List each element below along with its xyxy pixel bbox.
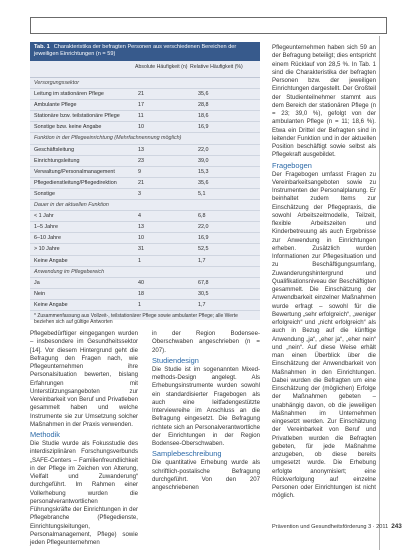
table-cell-relative: 5,1 [198, 190, 206, 197]
table-section-row [30, 133, 260, 144]
data-table [30, 42, 260, 325]
table-cell-absolute: 13 [138, 146, 144, 153]
table-cell-absolute: 40 [138, 279, 144, 286]
header-bar [30, 17, 387, 34]
text-column-1 [30, 330, 138, 546]
table-row [30, 244, 260, 255]
table-row [30, 300, 260, 311]
paragraph: Die Studie ist im sogenannten Mixed-methods-Design angelegt. Als Erhebungsinstrumente wurden sowohl ein standardisierter Fragebogen als auch eine leitfadengestützte Interviewreihe im Anschluss an die Befragung eingesetzt. Die Befragung richtete sich an Personalverantwortliche der Einrichtungen in der Region Bodensee-Oberschwaben. [152, 365, 260, 447]
table-cell-relative: 67,8 [198, 279, 209, 286]
paragraph: Die Studie wurde als Fokusstudie des interdisziplinären Forschungsverbunds „SAFE-Centers – Familienfreundlichkeit in der Pflege im Zeichen von Alterung, Vielfalt und Zuwanderung“ durchgeführt. Im Rahmen einer Vollerhebung wurden die personalverantwortlichen Führungskräfte der Einrichtungen in der Pflegebranche (Pflegedienste, Einrichtungsleitungen, Personalmanagement, Pflege) sowie jeden Pflegeunternehmen [30, 440, 138, 546]
table-header-relative: Relative Häufigkeit (%) [190, 64, 243, 70]
table-cell-absolute: 10 [138, 235, 144, 242]
section-heading-methodik: Methodik [30, 430, 60, 439]
table-cell-label: Pflegedienstleitung/Pflegedirektion [34, 179, 117, 186]
table-cell-relative: 1,7 [198, 301, 206, 308]
table-cell-absolute: 1 [138, 257, 141, 264]
paragraph: in der Region Bodensee-Oberschwaben angeschrieben (n = 207). [152, 330, 260, 354]
table-cell-label: Nein [34, 290, 46, 297]
table-cell-label: Keine Angabe [34, 257, 68, 264]
table-cell-label: Geschäftsleitung [34, 146, 75, 153]
table-cell-relative: 28,8 [198, 102, 209, 109]
table-cell-relative: 39,0 [198, 157, 209, 164]
table-cell-label: Ja [34, 279, 40, 286]
table-cell-relative: 30,5 [198, 290, 209, 297]
table-cell-label: Dauer in der aktuellen Funktion [34, 202, 109, 209]
table-cell-relative: 15,3 [198, 168, 209, 175]
table-cell-label: Ambulante Pflege [34, 102, 77, 109]
table-section-row [30, 200, 260, 211]
table-cell-label: 6–10 Jahre [34, 235, 61, 242]
table-cell-label: Leitung im stationären Pflege [34, 91, 104, 98]
table-cell-absolute: 9 [138, 168, 141, 175]
table-caption-label: Tab. 1 [34, 44, 50, 50]
table-cell-label: Sonstige [34, 190, 55, 197]
table-cell-absolute: 10 [138, 124, 144, 131]
table-cell-label: Einrichtungsleitung [34, 157, 80, 164]
table-body [30, 78, 260, 311]
table-cell-absolute: 11 [138, 113, 144, 120]
table-footnote: * Zusammenfassung aus Vollzeit-, teilstationärer Pflege sowie ambulanter Pflege; alle Werte beziehen sich auf gültige Antworten [34, 312, 238, 325]
table-cell-relative: 6,8 [198, 213, 206, 220]
table-row [30, 233, 260, 244]
table-header-row [30, 61, 260, 78]
table-row [30, 211, 260, 222]
section-heading-fragebogen: Fragebogen [272, 160, 312, 170]
text-column-3 [272, 44, 376, 522]
table-section-row [30, 267, 260, 278]
table-cell-absolute: 13 [138, 224, 144, 231]
table-cell-label: Verwaltung/Personalmanagement [34, 168, 115, 175]
table-cell-absolute: 21 [138, 91, 144, 98]
table-cell-label: Sonstige bzw. keine Angabe [34, 124, 102, 131]
table-cell-label: Anwendung im Pflegebereich [34, 268, 105, 275]
table-cell-absolute: 3 [138, 190, 141, 197]
table-caption [30, 42, 260, 61]
table-row [30, 278, 260, 289]
page-footer [272, 521, 402, 533]
table-cell-label: > 10 Jahre [34, 246, 60, 253]
table-cell-relative: 22,0 [198, 146, 209, 153]
table-cell-label: Funktion in der Pflegeeinrichtung (Mehrfachnennung möglich) [34, 135, 182, 142]
table-row [30, 156, 260, 167]
section-heading-samplebeschreibung: Samplebeschreibung [152, 449, 222, 459]
table-cell-label: Versorgungssektor [34, 80, 80, 86]
text-column-2 [152, 330, 260, 526]
paragraph: Pflegeunternehmen haben sich 59 an der Befragung beteiligt; dies entspricht einem Rücklauf von 28,5 %. In Tab. 1 sind die Charakteristika der befragten Personen bzw. der jeweiligen Einrichtungen dargestellt. Der Großteil der Studienteilnehmer stammt aus dem Bereich der stationären Pflege (n = 23; 39,0 %), gefolgt von der ambulanten Pflege (n = 11; 18,6 %). Etwa ein Drittel der Befragten sind in leitender Funktion und in der aktuellen Position beschäftigt sowie selbst als Pflegekraft ausgebildet. [272, 44, 376, 159]
table-cell-absolute: 23 [138, 157, 144, 164]
table-cell-relative: 16,9 [198, 124, 209, 131]
table-cell-relative: 16,9 [198, 235, 209, 242]
section-heading-studiendesign: Studiendesign [152, 355, 199, 365]
paragraph: Die quantitative Erhebung wurde als schriftlich-postalische Befragung durchgeführt. Von den 207 angeschriebenen [152, 459, 260, 491]
table-cell-relative: 1,7 [198, 257, 206, 264]
table-cell-label: Keine Angabe [34, 301, 68, 308]
column-rule [379, 36, 380, 550]
table-section-row [30, 78, 260, 89]
table-cell-absolute: 21 [138, 179, 144, 186]
paragraph: Der Fragebogen umfasst Fragen zu Vereinbarkeitsangeboten sowie zu Instrumenten der Personalplanung. Er beinhaltet zudem Items zur Einschätzung der Pflegepraxis, die sowohl Arbeitszeitmodelle, Teilzeit, flexible Arbeitszeiten und Kinderbetreuung als auch Ergebnisse zur Anwendung in Einrichtungen erheben. Zusätzlich wurden Informationen zur Pflegesituation und zu Beschäftigungsumfang, Zuwanderungshintergrund und Qualifikationsniveau der Beschäftigten gesammelt. Die Einschätzung der Anwendbarkeit einzelner Maßnahmen wurde erfragt – sowohl für die Bewertung „sehr erfolgreich“, „weniger erfolgreich“ und „nicht erfolgreich“ als auch in Bezug auf die künftige Anwendung „ja“, „eher ja“, „eher nein“ und „nein“. Auf diese Weise erhält man einen Überblick über die Einschätzung der Anwendbarkeit von Maßnahmen in den Einrichtungen. Dabei wurden die Befragten um eine Einschätzung der (möglichen) Erfolge der Maßnahmen gebeten – unabhängig davon, ob die jeweiligen Maßnahmen im Unternehmen eingesetzt werden. Zur Einschätzung der Vereinbarkeit von Beruf und Privatleben wurden die Befragten gebeten, für jede Maßnahme anzugeben, ob diese bereits umgesetzt wurde. Die Erhebung erfolgte anonymisiert; eine Rückverfolgung auf einzelne Personen oder Einrichtungen ist nicht möglich. [272, 170, 376, 500]
page-number: 243 [391, 523, 402, 530]
table-row [30, 111, 260, 122]
table-cell-absolute: 1 [138, 301, 141, 308]
table-row [30, 222, 260, 233]
table-row [30, 167, 260, 178]
journal-name: Prävention und Gesundheitsförderung 3 · 2011 [272, 524, 389, 530]
table-cell-relative: 18,6 [198, 113, 209, 120]
paragraph: Pflegebedürftiger eingegangen wurden – insbesondere im Gesundheitssektor [14]. Vor diesem Hintergrund geht die Befragung den Fragen nach, wie Pflegeunternehmen ihre Personalsituation bewerten, bislang Erfahrungen mit Unterstützungsangeboten zur Vereinbarkeit von Beruf und Privatleben gesammelt haben und welche Instrumente sie zur Umsetzung solcher Maßnahmen in der Praxis verwenden. [30, 330, 138, 428]
table-cell-absolute: 4 [138, 213, 141, 220]
table-row [30, 100, 260, 111]
table-cell-relative: 35,6 [198, 179, 209, 186]
table-row [30, 89, 260, 100]
table-cell-relative: 52,5 [198, 246, 209, 253]
table-caption-text: Charakteristika der befragten Personen aus verschiedenen Bereichen der jeweiligen Einrichtungen (n = 59) [34, 44, 237, 57]
table-row [30, 189, 260, 200]
table-cell-label: Stationäre bzw. teilstationäre Pflege [34, 113, 120, 120]
table-cell-relative: 22,0 [198, 224, 209, 231]
table-row [30, 145, 260, 156]
table-cell-label: < 1 Jahr [34, 213, 54, 220]
table-cell-absolute: 17 [138, 102, 144, 109]
table-cell-relative: 35,6 [198, 91, 209, 98]
table-row [30, 178, 260, 189]
table-cell-label: 1–5 Jahre [34, 224, 58, 231]
table-header-absolute: Absolute Häufigkeit (n) [135, 64, 188, 70]
table-row [30, 289, 260, 300]
table-cell-absolute: 31 [138, 246, 144, 253]
table-cell-absolute: 18 [138, 290, 144, 297]
table-row [30, 256, 260, 267]
table-row [30, 122, 260, 133]
